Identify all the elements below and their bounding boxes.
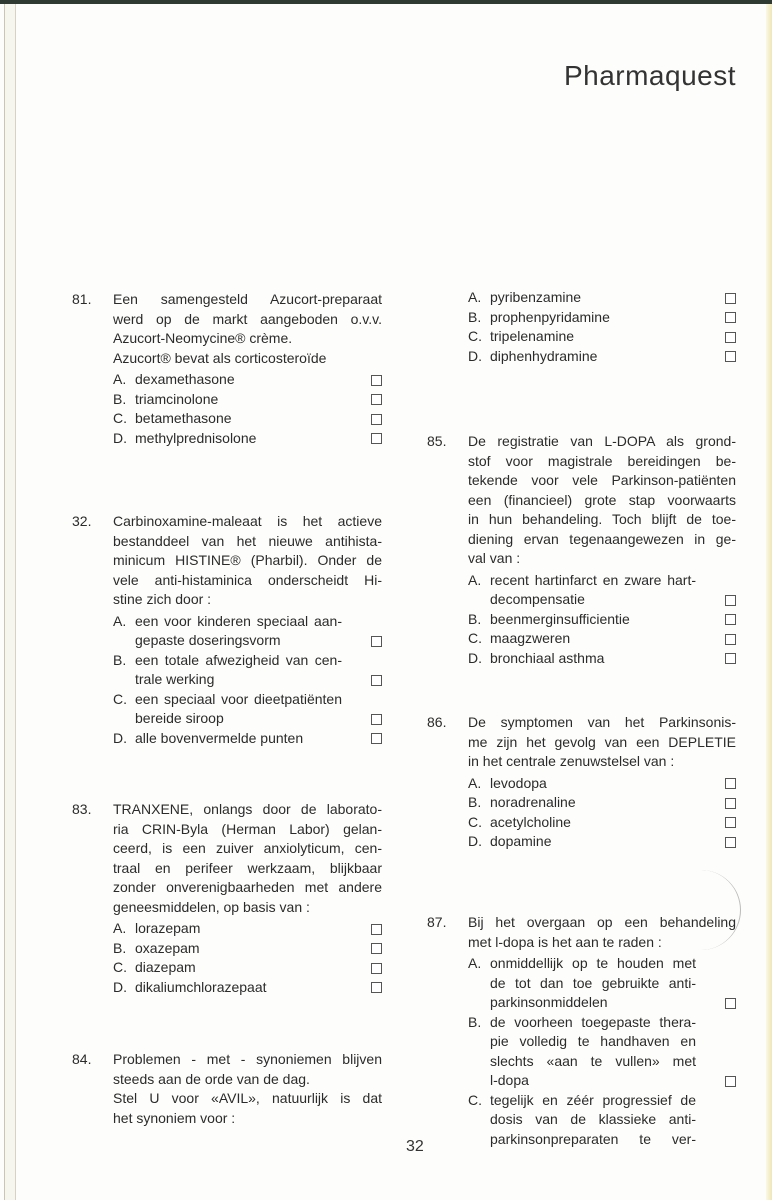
option-a (468, 571, 736, 610)
option-a (468, 954, 736, 1013)
stem-line: stine zich door : (113, 591, 212, 607)
answer-options (113, 370, 382, 448)
question-84 (72, 1050, 382, 1128)
option-letter: B. (468, 308, 482, 325)
question-stem (468, 913, 736, 952)
option-text: onmiddellijk op te houden met (490, 955, 696, 971)
option-a (468, 774, 736, 794)
option-text: bereide siroop (135, 710, 224, 726)
question-number: 81. (72, 291, 92, 307)
stem-line: diening ervan tegenaangewezen in ge- (468, 530, 736, 547)
question-stem (468, 432, 736, 569)
option-letter: D. (468, 833, 482, 849)
option-text: l-dopa (490, 1072, 529, 1088)
question-84-options (427, 288, 736, 366)
answer-checkbox[interactable] (725, 595, 736, 606)
option-letter: C. (468, 630, 482, 646)
option-c (468, 629, 736, 649)
option-text: pie volledig te handhaven en (490, 1033, 696, 1049)
stem-line: zonder onverenigbaarheden met andere (113, 879, 382, 895)
page-binding-edge (4, 4, 16, 1200)
answer-checkbox[interactable] (725, 817, 736, 828)
stem-line: werd op de markt aangeboden o.v.v. (113, 310, 382, 327)
answer-checkbox[interactable] (371, 733, 382, 744)
option-letter: D. (113, 429, 127, 446)
option-text: noradrenaline (490, 794, 576, 810)
answer-checkbox[interactable] (725, 351, 736, 362)
answer-checkbox[interactable] (371, 433, 382, 444)
answer-checkbox[interactable] (725, 653, 736, 664)
option-text: beenmerginsufficientie (490, 610, 630, 627)
answer-options (113, 919, 382, 997)
question-32 (72, 512, 382, 748)
option-text: methylprednisolone (135, 429, 257, 446)
option-b (113, 939, 382, 959)
stem-line: Een samengesteld Azucort-preparaat (113, 291, 382, 307)
answer-options (468, 774, 736, 852)
option-text: parkinsonpreparaten te ver- (490, 1130, 696, 1147)
option-b (113, 390, 382, 410)
answer-checkbox[interactable] (371, 636, 382, 647)
option-text: een speciaal voor dieetpatiënten (135, 690, 342, 707)
option-letter: A. (468, 774, 482, 791)
option-text: levodopa (490, 774, 547, 791)
answer-checkbox[interactable] (371, 963, 382, 974)
option-letter: C. (113, 410, 127, 426)
option-letter: A. (468, 571, 482, 588)
option-letter: B. (113, 939, 127, 956)
answer-checkbox[interactable] (371, 924, 382, 935)
question-stem (468, 713, 736, 772)
option-text: de tot dan toe gebruikte anti- (490, 974, 696, 991)
option-b (468, 793, 736, 813)
question-stem (113, 1050, 382, 1128)
question-81 (72, 290, 382, 448)
option-b (113, 651, 382, 690)
stem-line: Azucort® bevat als corticosteroïde (113, 349, 327, 366)
option-letter: B. (468, 1013, 482, 1030)
answer-checkbox[interactable] (725, 837, 736, 848)
stem-line: een (financieel) grote stap voorwaarts (468, 491, 736, 508)
option-b (468, 308, 736, 328)
question-number: 86. (427, 714, 447, 730)
question-stem (113, 800, 382, 917)
question-number: 32. (72, 513, 92, 529)
stem-line: minicum HISTINE® (Pharbil). Onder de (113, 552, 382, 568)
option-text: bronchiaal asthma (490, 649, 605, 666)
option-letter: B. (113, 390, 127, 407)
answer-checkbox[interactable] (725, 312, 736, 323)
option-letter: C. (468, 813, 482, 830)
scan-top-border (0, 0, 772, 4)
question-number: 84. (72, 1051, 92, 1067)
stem-line: het synoniem voor : (113, 1109, 236, 1126)
option-c (113, 690, 382, 729)
option-c (113, 958, 382, 978)
option-d (113, 729, 382, 749)
option-d (468, 832, 736, 852)
option-d (113, 429, 382, 449)
option-text: parkinsonmiddelen (490, 994, 608, 1010)
answer-checkbox[interactable] (725, 634, 736, 645)
stem-line: De registratie van L-DOPA als grond- (468, 433, 736, 449)
answer-options (468, 571, 736, 669)
stem-line: Stel U voor «AVIL», natuurlijk is dat (113, 1090, 382, 1106)
option-text: pyribenzamine (490, 289, 582, 305)
option-b (468, 610, 736, 630)
option-text: acetylcholine (490, 813, 571, 830)
option-b (468, 1013, 736, 1091)
option-text: oxazepam (135, 939, 200, 956)
option-letter: A. (468, 955, 482, 971)
option-a (113, 612, 382, 651)
answer-checkbox[interactable] (725, 293, 736, 304)
option-c (113, 409, 382, 429)
page-right-edge (766, 4, 772, 1200)
stem-line: ria CRIN-Byla (Herman Labor) gelan- (113, 820, 382, 837)
option-text: een totale afwezigheid van cen- (135, 651, 342, 668)
option-letter: C. (468, 1091, 482, 1108)
answer-checkbox[interactable] (371, 675, 382, 686)
answer-options (113, 612, 382, 749)
stem-line: Bij het overgaan op een behandeling (468, 914, 736, 930)
option-text: de voorheen toegepaste thera- (490, 1013, 696, 1030)
option-text: betamethasone (135, 410, 232, 426)
option-c (468, 1091, 736, 1150)
answer-checkbox[interactable] (371, 714, 382, 725)
answer-checkbox[interactable] (371, 375, 382, 386)
question-stem (113, 512, 382, 610)
stem-line: stof voor magistrale bereidingen be- (468, 452, 736, 469)
answer-checkbox[interactable] (725, 1076, 736, 1087)
question-87 (427, 913, 736, 1149)
stem-line: in hun behandeling. Toch blijft de toe- (468, 511, 736, 527)
option-letter: C. (468, 328, 482, 344)
question-stem (113, 290, 382, 368)
option-text: maagzweren (490, 630, 571, 646)
question-number: 83. (72, 801, 92, 817)
option-letter: A. (113, 371, 127, 387)
stem-line: traal en perifeer werkzaam, blijkbaar (113, 859, 382, 876)
option-letter: A. (113, 920, 127, 936)
answer-checkbox[interactable] (725, 798, 736, 809)
stem-line: TRANXENE, onlangs door de laborato- (113, 801, 382, 817)
option-text: slechts «aan te vullen» met (490, 1052, 696, 1069)
answer-checkbox[interactable] (371, 982, 382, 993)
answer-checkbox[interactable] (725, 614, 736, 625)
stem-line: steeds aan de orde van de dag. (113, 1070, 310, 1087)
answer-options (468, 954, 736, 1149)
option-d (113, 978, 382, 998)
question-number: 85. (427, 433, 447, 449)
stem-line: De symptomen van het Parkinsonis- (468, 714, 736, 730)
option-text: tegelijk en zéér progressief de (490, 1091, 696, 1108)
page-title: Pharmaquest (563, 60, 736, 91)
option-letter: D. (468, 649, 482, 666)
option-a (468, 288, 736, 308)
page-number: 32 (406, 1138, 424, 1155)
option-d (468, 347, 736, 367)
option-text: trale werking (135, 671, 215, 687)
option-text: diazepam (135, 959, 196, 975)
answer-options (468, 288, 736, 366)
stem-line: tekende voor vele Parkinson-patiënten (468, 472, 736, 488)
answer-checkbox[interactable] (725, 778, 736, 789)
option-text: dopamine (490, 833, 552, 849)
option-text: lorazepam (135, 920, 201, 936)
option-letter: A. (113, 612, 127, 629)
option-text: decompensatie (490, 591, 585, 607)
option-c (468, 813, 736, 833)
stem-line: val van : (468, 550, 521, 566)
option-text: gepaste doseringsvorm (135, 632, 281, 648)
option-letter: B. (113, 651, 127, 668)
stem-line: me zijn het gevolg van een DEPLETIE (468, 733, 736, 750)
answer-checkbox[interactable] (725, 332, 736, 343)
option-text: triamcinolone (135, 390, 219, 407)
question-number: 87. (427, 914, 447, 930)
answer-checkbox[interactable] (725, 998, 736, 1009)
option-letter: D. (468, 347, 482, 364)
option-text: een voor kinderen speciaal aan- (135, 612, 342, 629)
option-letter: B. (468, 794, 482, 810)
option-text: dikaliumchlorazepaat (135, 978, 267, 995)
option-text: prophenpyridamine (490, 308, 610, 325)
stem-line: geneesmiddelen, op basis van : (113, 898, 310, 915)
option-letter: B. (468, 610, 482, 627)
question-83 (72, 800, 382, 997)
option-text: recent hartinfarct en zware hart- (490, 571, 696, 588)
stem-line: met l-dopa is het aan te raden : (468, 933, 662, 950)
option-a (113, 370, 382, 390)
option-letter: C. (113, 959, 127, 975)
stem-line: ceerd, is een zuiver anxiolyticum, cen- (113, 840, 382, 856)
option-text: alle bovenvermelde punten (135, 729, 304, 746)
stem-line: Azucort-Neomycine® crème. (113, 330, 293, 346)
option-text: dexamethasone (135, 371, 235, 387)
option-text: dosis van de klassieke anti- (490, 1111, 696, 1127)
answer-checkbox[interactable] (371, 943, 382, 954)
option-d (468, 649, 736, 669)
stem-line: Problemen - met - synoniemen blijven (113, 1051, 382, 1067)
answer-checkbox[interactable] (371, 394, 382, 405)
option-letter: C. (113, 690, 127, 707)
option-text: diphenhydramine (490, 347, 598, 364)
option-letter: D. (113, 978, 127, 995)
option-c (468, 327, 736, 347)
question-85 (427, 432, 736, 668)
option-letter: D. (113, 729, 127, 746)
question-86 (427, 713, 736, 852)
option-letter: A. (468, 289, 482, 305)
stem-line: bestanddeel van het nieuwe antihista- (113, 532, 382, 549)
stem-line: in het centrale zenuwstelsel van : (468, 753, 675, 769)
answer-checkbox[interactable] (371, 414, 382, 425)
option-a (113, 919, 382, 939)
option-text: tripelenamine (490, 328, 575, 344)
stem-line: vele anti-histaminica onderscheidt Hi- (113, 571, 382, 588)
stem-line: Carbinoxamine-maleaat is het actieve (113, 513, 382, 529)
